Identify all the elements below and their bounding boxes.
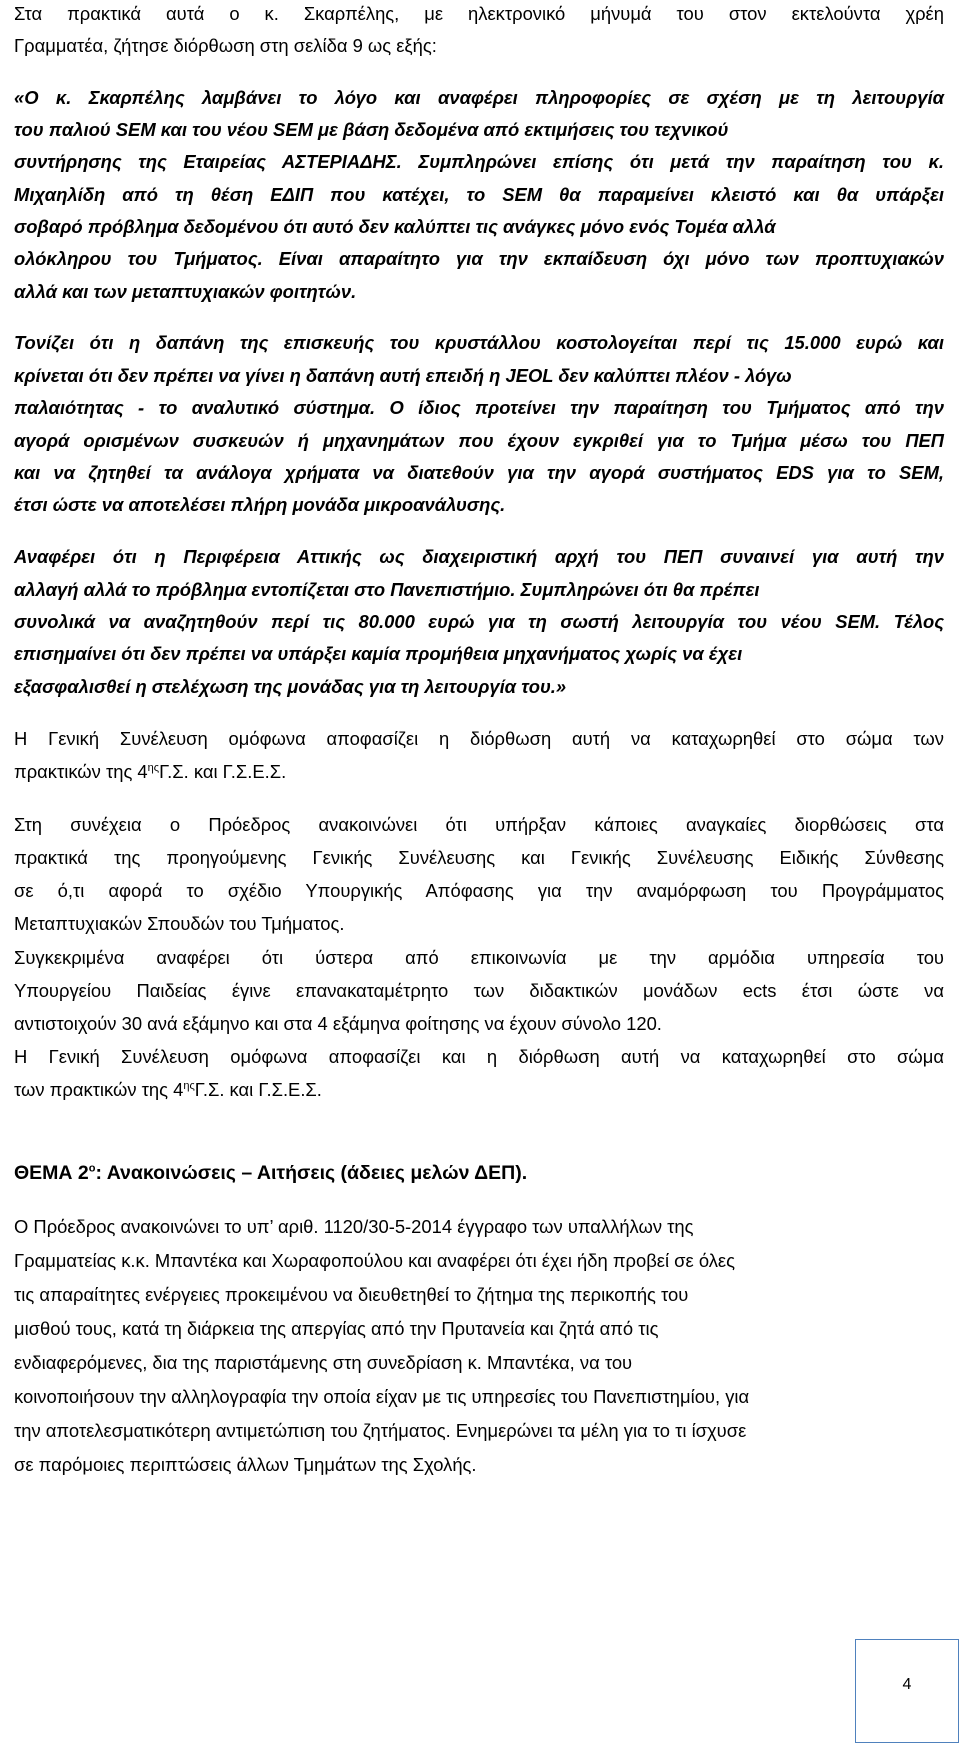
- quote-line: αλλά και των μεταπτυχιακών φοιτητών.: [14, 281, 357, 302]
- quote-line: συντήρησης της Εταιρείας ΑΣΤΕΡΙΑΔΗΣ. Συμπληρώνει επίσης ότι μετά την παραίτηση του κ.: [14, 151, 944, 172]
- quote-line: Αναφέρει ότι η Περιφέρεια Αττικής ως διαχειριστική αρχή του ΠΕΠ συναινεί για αυτή την: [14, 546, 944, 567]
- decision-text: των πρακτικών της 4: [14, 1079, 184, 1100]
- quote-line: του παλιού SEM και του νέου SEM με βάση δεδομένα από εκτιμήσεις του τεχνικού: [14, 119, 729, 140]
- quote-line: έτσι ώστε να αποτελέσει πλήρη μονάδα μικροανάλυσης.: [14, 494, 506, 515]
- body-line: σε ό,τι αφορά το σχέδιο Υπουργικής Απόφασης για την αναμόρφωση του Προγράμματος: [14, 880, 944, 901]
- quote-line: και να ζητηθεί τα ανάλογα χρήματα να διατεθούν για την αγορά συστήματος EDS για το SEM,: [14, 462, 944, 483]
- decision-line: [14, 1078, 322, 1102]
- theme-heading-text: : Ανακοινώσεις – Αιτήσεις (άδειες μελών ΔΕΠ).: [95, 1162, 528, 1184]
- decision-line: Η Γενική Συνέλευση ομόφωνα αποφασίζει και η διόρθωση αυτή να καταχωρηθεί στο σώμα: [14, 1046, 944, 1067]
- quote-line: αγορά ορισμένων συσκευών ή μηχανημάτων που έχουν εγκριθεί για το Τμήμα μέσω του ΠΕΠ: [14, 430, 944, 451]
- page-number-box: [855, 1639, 959, 1743]
- body-line: σε παρόμοιες περιπτώσεις άλλων Τμημάτων της Σχολής.: [14, 1454, 477, 1475]
- quote-line: κρίνεται ότι δεν πρέπει να γίνει η δαπάνη αυτή επειδή η JEOL δεν καλύπτει πλέον - λόγω: [14, 365, 792, 386]
- quote-line: επισημαίνει ότι δεν πρέπει να υπάρξει καμία προμήθεια μηχανήματος χωρίς να έχει: [14, 643, 743, 664]
- ordinal-superscript: ης: [147, 761, 160, 774]
- body-line: Συγκεκριμένα αναφέρει ότι ύστερα από επικοινωνία με την αρμόδια υπηρεσία του: [14, 947, 944, 968]
- decision-line: Η Γενική Συνέλευση ομόφωνα αποφασίζει η διόρθωση αυτή να καταχωρηθεί στο σώμα των: [14, 728, 944, 749]
- body-line: Υπουργείου Παιδείας έγινε επανακαταμέτρητο των διδακτικών μονάδων ects έτσι ώστε να: [14, 980, 944, 1001]
- quote-line: Μιχαηλίδη από τη θέση ΕΔΙΠ που κατέχει, το SEM θα παραμείνει κλειστό και θα υπάρξει: [14, 184, 944, 205]
- quote-line: εξασφαλισθεί η στελέχωση της μονάδας για τη λειτουργία του.»: [14, 676, 567, 697]
- body-line: Μεταπτυχιακών Σπουδών του Τμήματος.: [14, 913, 345, 934]
- decision-text: Γ.Σ. και Γ.Σ.Ε.Σ.: [159, 761, 287, 782]
- theme-heading: [14, 1161, 527, 1185]
- body-line: την αποτελεσματικότερη αντιμετώπιση του ζητήματος. Ενημερώνει τα μέλη για το τι ίσχυσε: [14, 1420, 747, 1441]
- decision-text: πρακτικών της 4: [14, 761, 148, 782]
- quote-line: συνολικά να αναζητηθούν περί τις 80.000 ευρώ για τη σωστή λειτουργία του νέου SEM. Τέλος: [14, 611, 944, 632]
- body-line: Ο Πρόεδρος ανακοινώνει το υπ’ αριθ. 1120/30-5-2014 έγγραφο των υπαλλήλων της: [14, 1216, 694, 1237]
- quote-line: ολόκληρου του Τμήματος. Είναι απαραίτητο για την εκπαίδευση όχι μόνο των προπτυχιακών: [14, 248, 944, 269]
- body-line: Στη συνέχεια ο Πρόεδρος ανακοινώνει ότι υπήρξαν κάποιες αναγκαίες διορθώσεις στα: [14, 814, 944, 835]
- body-line: τις απαραίτητες ενέργειες προκειμένου να διευθετηθεί το ζήτημα της περικοπής του: [14, 1284, 689, 1305]
- body-line: κοινοποιήσουν την αλληλογραφία την οποία είχαν με τις υπηρεσίες του Πανεπιστημίου, για: [14, 1386, 750, 1407]
- decision-text: Γ.Σ. και Γ.Σ.Ε.Σ.: [194, 1079, 322, 1100]
- body-line: πρακτικά της προηγούμενης Γενικής Συνέλευσης και Γενικής Συνέλευσης Ειδικής Σύνθεσης: [14, 847, 944, 868]
- body-line: αντιστοιχούν 30 ανά εξάμηνο και στα 4 εξάμηνα φοίτησης να έχουν σύνολο 120.: [14, 1013, 662, 1034]
- ordinal-superscript: ο: [88, 1162, 96, 1175]
- quote-line: αλλαγή αλλά το πρόβλημα εντοπίζεται στο Πανεπιστήμιο. Συμπληρώνει ότι θα πρέπει: [14, 579, 760, 600]
- body-line: Γραμματείας κ.κ. Μπαντέκα και Χωραφοπούλου και αναφέρει ότι έχει ήδη προβεί σε όλες: [14, 1250, 735, 1271]
- body-line: ενδιαφερόμενες, δια της παριστάμενης στη συνεδρίαση κ. Μπαντέκα, να του: [14, 1352, 633, 1373]
- quote-line: «Ο κ. Σκαρπέλης λαμβάνει το λόγο και αναφέρει πληροφορίες σε σχέση με τη λειτουργία: [14, 87, 944, 108]
- ordinal-superscript: ης: [183, 1079, 195, 1092]
- quote-line: σοβαρό πρόβλημα δεδομένου ότι αυτό δεν καλύπτει τις ανάγκες μόνο ενός Τομέα αλλά: [14, 216, 776, 237]
- quote-line: παλαιότητας - το αναλυτικό σύστημα. Ο ίδιος προτείνει την παραίτηση του Τμήματος από την: [14, 397, 944, 418]
- intro-line: Γραμματέα, ζήτησε διόρθωση στη σελίδα 9 ως εξής:: [14, 35, 437, 56]
- page-number: 4: [902, 1676, 912, 1693]
- decision-line: [14, 760, 286, 784]
- quote-line: Τονίζει ότι η δαπάνη της επισκευής του κρυστάλλου κοστολογείται περί τις 15.000 ευρώ και: [14, 332, 944, 353]
- intro-line: Στα πρακτικά αυτά ο κ. Σκαρπέλης, με ηλεκτρονικό μήνυμά του στον εκτελούντα χρέη: [14, 3, 944, 24]
- body-line: μισθού τους, κατά τη διάρκεια της απεργίας από την Πρυτανεία και ζητά από τις: [14, 1318, 659, 1339]
- theme-heading-text: ΘΕΜΑ 2: [14, 1162, 89, 1184]
